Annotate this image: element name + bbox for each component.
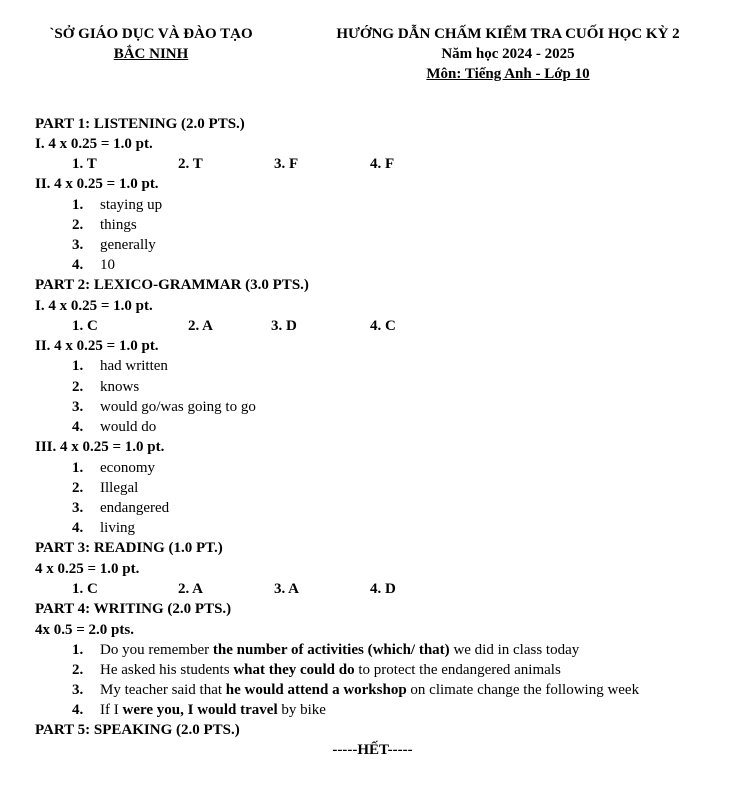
part1-section2-heading: II. 4 x 0.25 = 1.0 pt. bbox=[35, 176, 159, 192]
department-name: `SỞ GIÁO DỤC VÀ ĐÀO TẠO bbox=[49, 26, 253, 42]
part3-title: PART 3: READING (1.0 PT.) bbox=[35, 540, 223, 556]
part1-answer-1: 1. T bbox=[72, 156, 97, 172]
list-item: 4. 10 bbox=[72, 257, 115, 273]
list-item: 2. knows bbox=[72, 379, 140, 395]
province-name: BẮC NINH bbox=[113, 46, 189, 62]
part3-section1-heading: 4 x 0.25 = 1.0 pt. bbox=[35, 561, 140, 577]
part3-answer-2: 2. A bbox=[178, 581, 204, 597]
header-right bbox=[322, 24, 694, 84]
part2-section2-heading: II. 4 x 0.25 = 1.0 pt. bbox=[35, 338, 159, 354]
part2-section1-heading: I. 4 x 0.25 = 1.0 pt. bbox=[35, 298, 153, 314]
list-item: 3. would go/was going to go bbox=[72, 399, 256, 415]
part1-title: PART 1: LISTENING (2.0 PTS.) bbox=[35, 116, 245, 132]
header-left bbox=[40, 24, 262, 64]
part5-title: PART 5: SPEAKING (2.0 PTS.) bbox=[35, 722, 240, 738]
list-item: 3. My teacher said that he would attend a workshop on climate change the following week bbox=[72, 682, 640, 698]
part3-answer-1: 1. C bbox=[72, 581, 98, 597]
part2-title: PART 2: LEXICO-GRAMMAR (3.0 PTS.) bbox=[35, 277, 309, 293]
end-marker: -----HẾT----- bbox=[332, 742, 413, 758]
part2-answer-2: 2. A bbox=[188, 318, 214, 334]
list-item: 2. Illegal bbox=[72, 480, 139, 496]
part3-answer-3: 3. A bbox=[274, 581, 300, 597]
part1-answer-3: 3. F bbox=[274, 156, 299, 172]
list-item: 4. would do bbox=[72, 419, 157, 435]
part1-section1-heading: I. 4 x 0.25 = 1.0 pt. bbox=[35, 136, 153, 152]
part4-section1-heading: 4x 0.5 = 2.0 pts. bbox=[35, 622, 134, 638]
document-title: HƯỚNG DẪN CHẤM KIỂM TRA CUỐI HỌC KỲ 2 bbox=[336, 26, 680, 42]
part3-answer-4: 4. D bbox=[370, 581, 396, 597]
list-item: 3. generally bbox=[72, 237, 156, 253]
list-item: 2. things bbox=[72, 217, 137, 233]
part4-title: PART 4: WRITING (2.0 PTS.) bbox=[35, 601, 232, 617]
list-item: 4. living bbox=[72, 520, 136, 536]
part1-answer-2: 2. T bbox=[178, 156, 203, 172]
part2-answer-1: 1. C bbox=[72, 318, 98, 334]
list-item: 1. had written bbox=[72, 358, 168, 374]
school-year: Năm học 2024 - 2025 bbox=[441, 46, 575, 62]
part1-answer-4: 4. F bbox=[370, 156, 395, 172]
subject-line: Môn: Tiếng Anh - Lớp 10 bbox=[426, 66, 590, 82]
list-item: 1. economy bbox=[72, 460, 155, 476]
list-item: 4. If I were you, I would travel by bike bbox=[72, 702, 326, 718]
list-item: 3. endangered bbox=[72, 500, 170, 516]
list-item: 2. He asked his students what they could do to protect the endangered animals bbox=[72, 662, 561, 678]
part2-answer-4: 4. C bbox=[370, 318, 396, 334]
part2-answer-3: 3. D bbox=[271, 318, 297, 334]
list-item: 1. staying up bbox=[72, 197, 163, 213]
list-item: 1. Do you remember the number of activities (which/ that) we did in class today bbox=[72, 642, 580, 658]
part2-section3-heading: III. 4 x 0.25 = 1.0 pt. bbox=[35, 439, 165, 455]
